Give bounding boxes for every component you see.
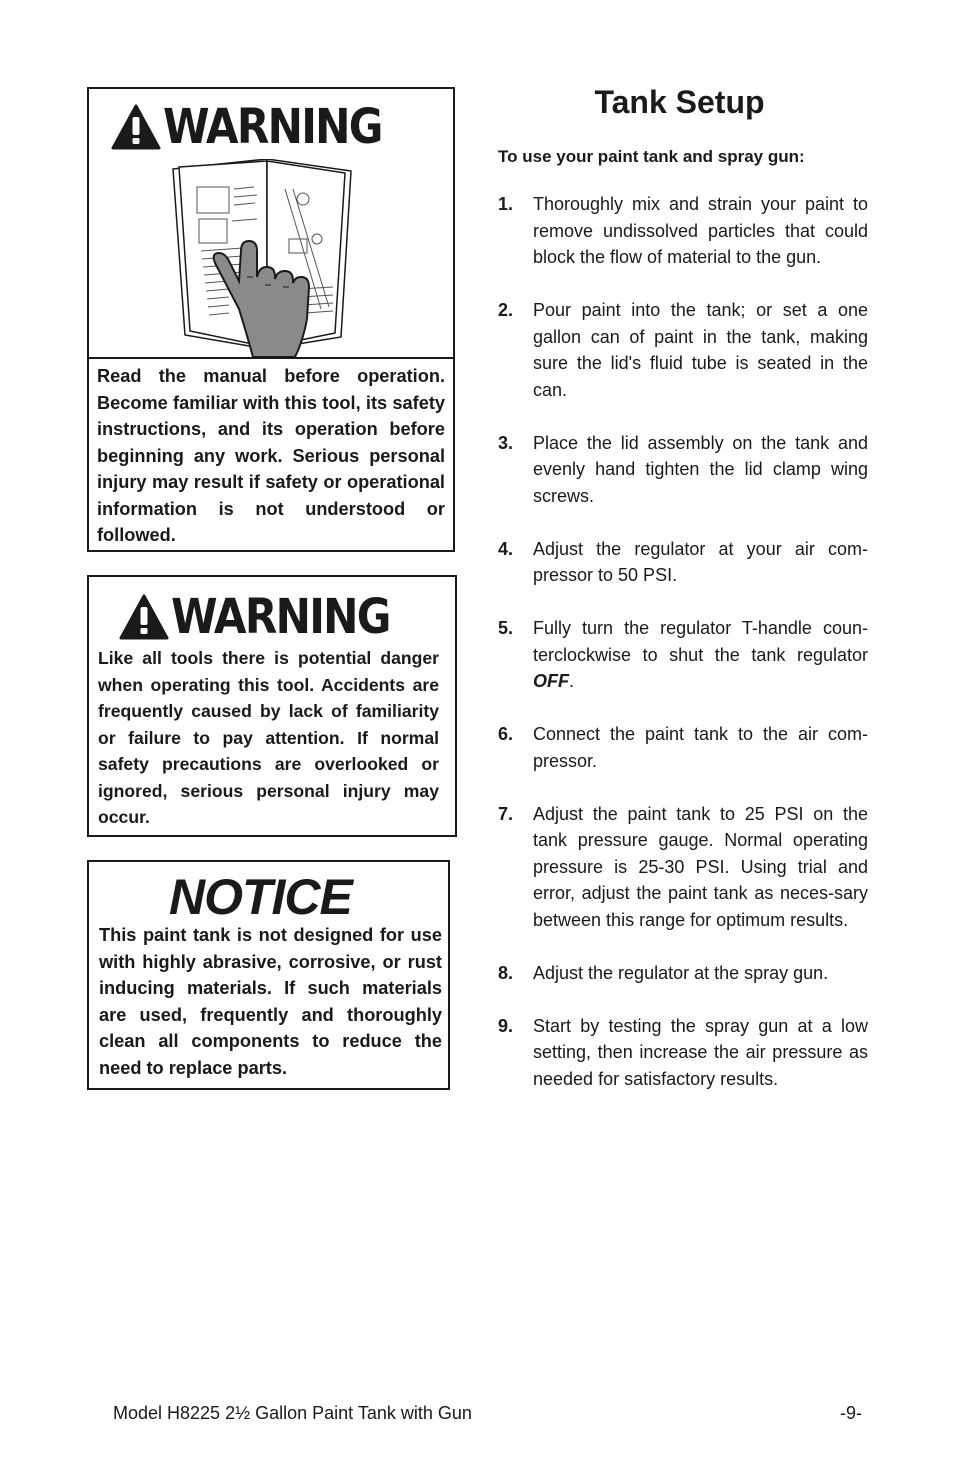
warning-text: Read the manual before operation. Become familiar with this tool, its safety instructions, and its operation before beginning any work. Serious personal injury may result if safety or operational information is not understood or followed. [97, 366, 445, 545]
warning-triangle-icon [119, 594, 169, 640]
list-item [498, 1013, 868, 1093]
step-text: Start by testing the spray gun at a low setting, then increase the air pressure as needed for satisfactory results. [533, 1015, 868, 1089]
step-number: 5. [498, 618, 514, 638]
step-emphasis: OFF [533, 671, 569, 691]
step-text: Connect the paint tank to the air com-pressor. [533, 724, 868, 771]
warning-triangle-icon [111, 104, 161, 150]
step-number: 2. [498, 300, 514, 320]
list-item [498, 430, 868, 510]
list-item [498, 801, 868, 934]
warning-heading: WARNING [162, 99, 382, 155]
box-divider [89, 357, 453, 359]
tank-setup-section [498, 84, 868, 1119]
step-number: 4. [498, 538, 514, 559]
step-text: Adjust the regulator at the spray gun. [533, 962, 829, 983]
steps-list [498, 191, 868, 1092]
list-item [498, 297, 868, 403]
warning-heading: WARNING [171, 589, 390, 645]
step-text: Adjust the regulator at your air com-pressor to 50 PSI. [533, 538, 868, 585]
list-item [498, 615, 868, 695]
list-item [498, 960, 868, 987]
warning-header [84, 587, 455, 647]
list-item [498, 536, 868, 589]
step-number: 9. [498, 1015, 514, 1036]
notice-text: This paint tank is not designed for use with highly abrasive, corrosive, or rust inducing materials. If such materials are used, frequently and thoroughly clean all components to reduce the need to replace parts. [99, 925, 442, 1078]
manual-book-illustration [89, 159, 453, 357]
warning-header [69, 97, 453, 157]
step-text: Thoroughly mix and strain your paint to remove undissolved particles that could block the flow of material to the gun. [533, 194, 868, 267]
warning-box-manual [87, 87, 455, 552]
section-intro: To use your paint tank and spray gun: [498, 147, 805, 166]
step-text: Adjust the paint tank to 25 PSI on the tank pressure gauge. Normal operating pressure is 25-30 PSI. Using trial and error, adjust the paint tank as neces-sary between this range for optimum results. [533, 803, 868, 930]
step-number: 8. [498, 962, 514, 983]
footer-model-text: Model H8225 2½ Gallon Paint Tank with Gun [113, 1403, 472, 1423]
step-number: 1. [498, 194, 514, 214]
page-number: -9- [840, 1403, 862, 1423]
list-item [498, 721, 868, 774]
list-item [498, 191, 868, 271]
step-text-end: . [569, 671, 575, 691]
step-text: Pour paint into the tank; or set a one gallon can of paint in the tank, making sure the lid's fluid tube is seated in the can. [533, 300, 868, 400]
section-title: Tank Setup [594, 84, 765, 120]
warning-text: Like all tools there is potential danger when operating this tool. Accidents are frequently caused by lack of familiarity or failure to pay attention. If normal safety precautions are overlooked or ignored, serious personal injury may occur. [98, 648, 439, 827]
step-text: Fully turn the regulator T-handle coun-terclockwise to shut the tank regulator [533, 618, 868, 665]
step-text: Place the lid assembly on the tank and evenly hand tighten the lid clamp wing screws. [533, 432, 868, 506]
step-text-wrapper [533, 615, 868, 695]
notice-heading: NOTICE [169, 869, 352, 925]
warning-box-danger [87, 575, 457, 837]
step-number: 6. [498, 724, 514, 744]
step-number: 3. [498, 432, 514, 453]
step-number: 7. [498, 803, 514, 824]
notice-box [87, 860, 450, 1090]
